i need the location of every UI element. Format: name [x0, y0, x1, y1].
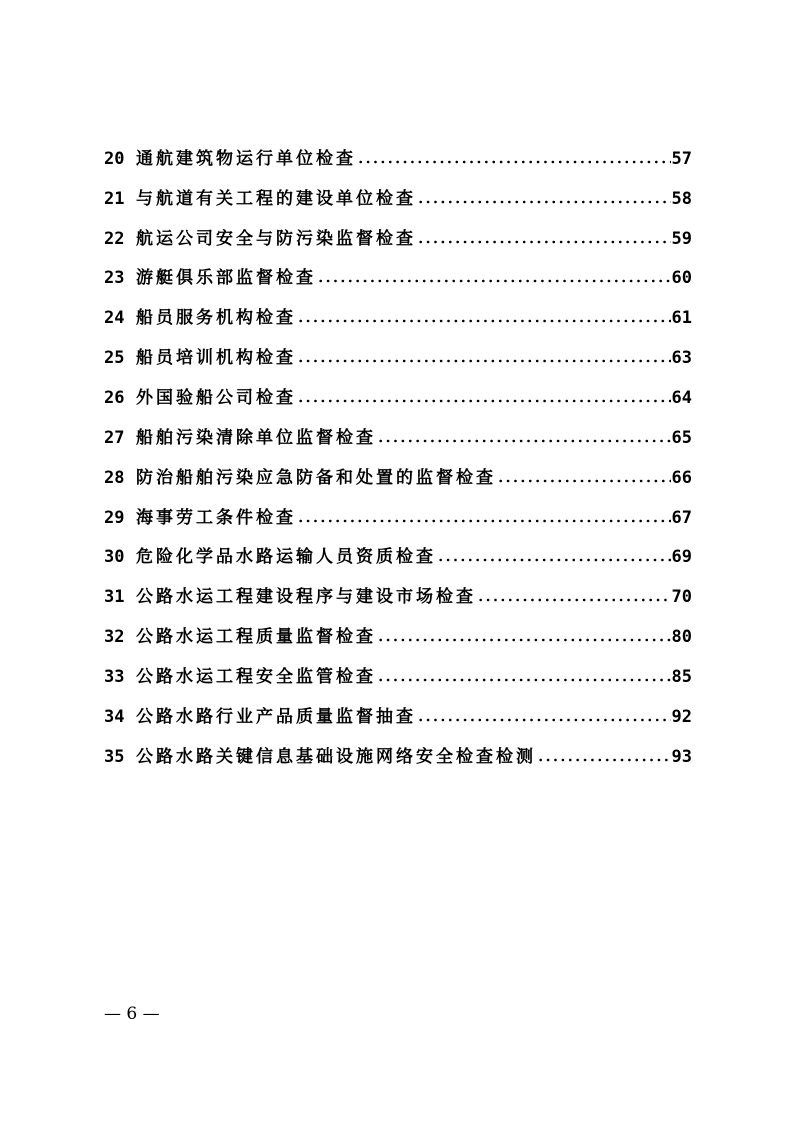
toc-entry-title: 海事劳工条件检查: [136, 507, 296, 528]
toc-entry-page: 66: [671, 467, 692, 488]
toc-entry[interactable]: [104, 256, 692, 296]
toc-entry-title: 公路水路关键信息基础设施网络安全检查检测: [136, 746, 536, 767]
toc-entry-title: 与航道有关工程的建设单位检查: [136, 188, 416, 209]
toc-entry-title: 公路水运工程质量监督检查: [136, 627, 376, 648]
toc-dot-leader: [377, 436, 671, 446]
toc-entry-title: 航运公司安全与防污染监督检查: [136, 228, 416, 249]
toc-entry-page: 85: [671, 667, 692, 688]
toc-entry-number: 33: [104, 667, 125, 688]
toc-entry-page: 63: [671, 348, 692, 369]
toc-entry-page: 64: [671, 388, 692, 409]
toc-entry[interactable]: [104, 335, 692, 375]
toc-entry-page: 70: [671, 587, 692, 608]
toc-dot-leader: [477, 595, 671, 605]
toc-entry[interactable]: [104, 574, 692, 614]
toc-dot-leader: [437, 555, 671, 565]
toc-dot-leader: [417, 715, 671, 725]
toc-entry-number: 29: [104, 507, 125, 528]
toc-entry[interactable]: [104, 495, 692, 535]
toc-entry-number: 35: [104, 746, 125, 767]
toc-entry-number: 26: [104, 388, 125, 409]
toc-dot-leader: [297, 316, 671, 326]
toc-entry[interactable]: [104, 734, 692, 774]
toc-dot-leader: [497, 476, 671, 486]
table-of-contents: [104, 136, 692, 774]
toc-entry-title: 防治船舶污染应急防备和处置的监督检查: [136, 467, 496, 488]
toc-entry[interactable]: [104, 654, 692, 694]
toc-entry-page: 93: [671, 746, 692, 767]
toc-dot-leader: [357, 157, 671, 167]
toc-entry-page: 69: [671, 547, 692, 568]
toc-dot-leader: [537, 755, 671, 765]
toc-dot-leader: [297, 356, 671, 366]
toc-entry-number: 27: [104, 427, 125, 448]
toc-entry[interactable]: [104, 216, 692, 256]
toc-dot-leader: [377, 635, 671, 645]
toc-entry-number: 25: [104, 348, 125, 369]
toc-entry-page: 59: [671, 228, 692, 249]
toc-entry-title: 船员培训机构检查: [136, 348, 296, 369]
toc-entry-number: 22: [104, 228, 125, 249]
toc-entry[interactable]: [104, 694, 692, 734]
toc-entry-title: 通航建筑物运行单位检查: [136, 148, 356, 169]
toc-entry-page: 65: [671, 427, 692, 448]
toc-entry[interactable]: [104, 136, 692, 176]
toc-entry-number: 31: [104, 587, 125, 608]
toc-entry-title: 公路水运工程建设程序与建设市场检查: [136, 587, 476, 608]
toc-entry-number: 32: [104, 627, 125, 648]
toc-entry-page: 58: [671, 188, 692, 209]
toc-dot-leader: [317, 276, 671, 286]
toc-entry-page: 67: [671, 507, 692, 528]
toc-entry-page: 57: [671, 148, 692, 169]
toc-dot-leader: [297, 516, 671, 526]
toc-entry-number: 30: [104, 547, 125, 568]
toc-entry[interactable]: [104, 375, 692, 415]
toc-entry[interactable]: [104, 614, 692, 654]
toc-entry-title: 船舶污染清除单位监督检查: [136, 427, 376, 448]
toc-entry[interactable]: [104, 295, 692, 335]
toc-entry-title: 危险化学品水路运输人员资质检查: [136, 547, 436, 568]
toc-entry-number: 23: [104, 268, 125, 289]
toc-dot-leader: [297, 396, 671, 406]
toc-dot-leader: [377, 675, 671, 685]
toc-entry-page: 61: [671, 308, 692, 329]
toc-entry-title: 公路水运工程安全监管检查: [136, 667, 376, 688]
toc-entry-title: 外国验船公司检查: [136, 388, 296, 409]
toc-entry-title: 船员服务机构检查: [136, 308, 296, 329]
toc-entry-page: 60: [671, 268, 692, 289]
toc-entry-number: 24: [104, 308, 125, 329]
toc-entry-page: 92: [671, 706, 692, 727]
toc-entry-title: 公路水路行业产品质量监督抽查: [136, 706, 416, 727]
toc-entry[interactable]: [104, 455, 692, 495]
toc-entry[interactable]: [104, 535, 692, 575]
toc-entry-title: 游艇俱乐部监督检查: [136, 268, 316, 289]
toc-dot-leader: [417, 197, 671, 207]
toc-entry-number: 28: [104, 467, 125, 488]
toc-entry-number: 20: [104, 148, 125, 169]
toc-entry-number: 21: [104, 188, 125, 209]
toc-entry[interactable]: [104, 176, 692, 216]
toc-entry-page: 80: [671, 627, 692, 648]
toc-entry-number: 34: [104, 706, 125, 727]
page-number: — 6 —: [104, 1004, 160, 1024]
toc-dot-leader: [417, 237, 671, 247]
toc-entry[interactable]: [104, 415, 692, 455]
